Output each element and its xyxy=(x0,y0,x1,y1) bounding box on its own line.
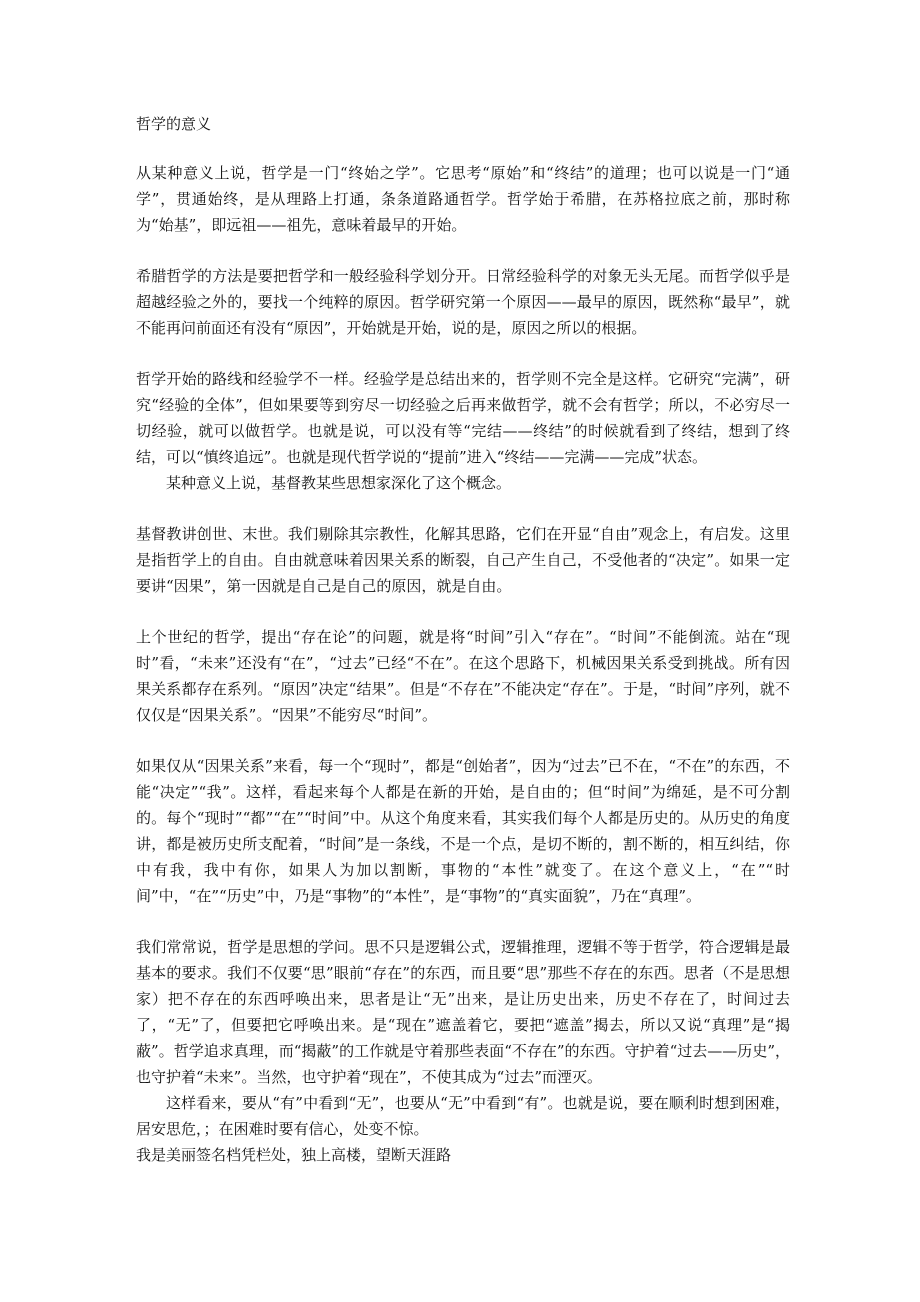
paragraph-9: 这样看来，要从“有”中看到“无”，也要从“无”中看到“有”。也就是说，要在顺利时想到困难，居安思危，；在困难时要有信心，处变不惊。 xyxy=(136,1094,790,1138)
paragraph-6: 上个世纪的哲学，提出“存在论”的问题，就是将“时间”引入“存在”。“时间”不能倒流。站在“现时”看，“未来”还没有“在”，“过去”已经“不在”。在这个思路下，机械因果关系受到挑战。所有因果关系都存在系列。“原因”决定“结果”。但是“不存在”不能决定“存在”。于是，“时间”序列，就不仅仅是“因果关系”。“因果”不能穷尽“时间”。 xyxy=(136,628,790,724)
paragraph-3: 哲学开始的路线和经验学不一样。经验学是总结出来的，哲学则不完全是这样。它研究“完满”，研究“经验的全体”，但如果要等到穷尽一切经验之后再来做哲学，就不会有哲学；所以，不必穷尽一切经验，就可以做哲学。也就是说，可以没有等“完结——终结”的时候就看到了终结，想到了终结，可以“慎终追远”。也就是现代哲学说的“提前”进入“终结——完满——完成”状态。 xyxy=(136,370,790,466)
signature-line: 我是美丽签名档凭栏处，独上高楼，望断天涯路 xyxy=(136,1146,452,1164)
document-page xyxy=(136,112,790,1168)
paragraph-8: 我们常常说，哲学是思想的学问。思不只是逻辑公式，逻辑推理，逻辑不等于哲学，符合逻辑是最基本的要求。我们不仅要“思”眼前“存在”的东西，而且要“思”那些不存在的东西。思者（不是思想家）把不存在的东西呼唤出来，思者是让“无”出来，是让历史出来，历史不存在了，时间过去了，“无”了，但要把它呼唤出来。是“现在”遮盖着它，要把“遮盖”揭去，所以又说“真理”是“揭蔽”。哲学追求真理，而“揭蔽”的工作就是守着那些表面“不存在”的东西。守护着“过去——历史”，也守护着“未来”。当然，也守护着“现在”，不使其成为“过去”而湮灭。 xyxy=(136,938,790,1086)
paragraph-4: 某种意义上说，基督教某些思想家深化了这个概念。 xyxy=(166,474,512,492)
paragraph-5: 基督教讲创世、末世。我们剔除其宗教性，化解其思路，它们在开显“自由”观念上，有启发。这里是指哲学上的自由。自由就意味着因果关系的断裂，自己产生自己，不受他者的“决定”。如果一定要讲“因果”，第一因就是自己是自己的原因，就是自由。 xyxy=(136,525,790,595)
paragraph-7: 如果仅从“因果关系”来看，每一个“现时”，都是“创始者”，因为“过去”已不在，“不在”的东西，不能“决定”“我”。这样，看起来每个人都是在新的开始，是自由的；但“时间”为绵延，是不可分割的。每个“现时”“都”“在”“时间”中。从这个角度来看，其实我们每个人都是历史的。从历史的角度讲，都是被历史所支配着，“时间”是一条线，不是一个点，是切不断的，割不断的，相互纠结，你中有我，我中有你，如果人为加以割断，事物的“本性”就变了。在这个意义上，“在”“时间”中，“在”“历史”中，乃是“事物”的“本性”，是“事物”的“真实面貌”，乃在“真理”。 xyxy=(136,757,790,905)
document-title: 哲学的意义 xyxy=(136,115,212,133)
paragraph-1: 从某种意义上说，哲学是一门“终始之学”。它思考“原始”和“终结”的道理；也可以说是一门“通学”，贯通始终，是从理路上打通，条条道路通哲学。哲学始于希腊，在苏格拉底之前，那时称为“始基”，即远祖——祖先，意味着最早的开始。 xyxy=(136,164,790,234)
paragraph-2: 希腊哲学的方法是要把哲学和一般经验科学划分开。日常经验科学的对象无头无尾。而哲学似乎是超越经验之外的，要找一个纯粹的原因。哲学研究第一个原因——最早的原因，既然称“最早”，就不能再问前面还有没有“原因”，开始就是开始，说的是，原因之所以的根据。 xyxy=(136,267,790,337)
